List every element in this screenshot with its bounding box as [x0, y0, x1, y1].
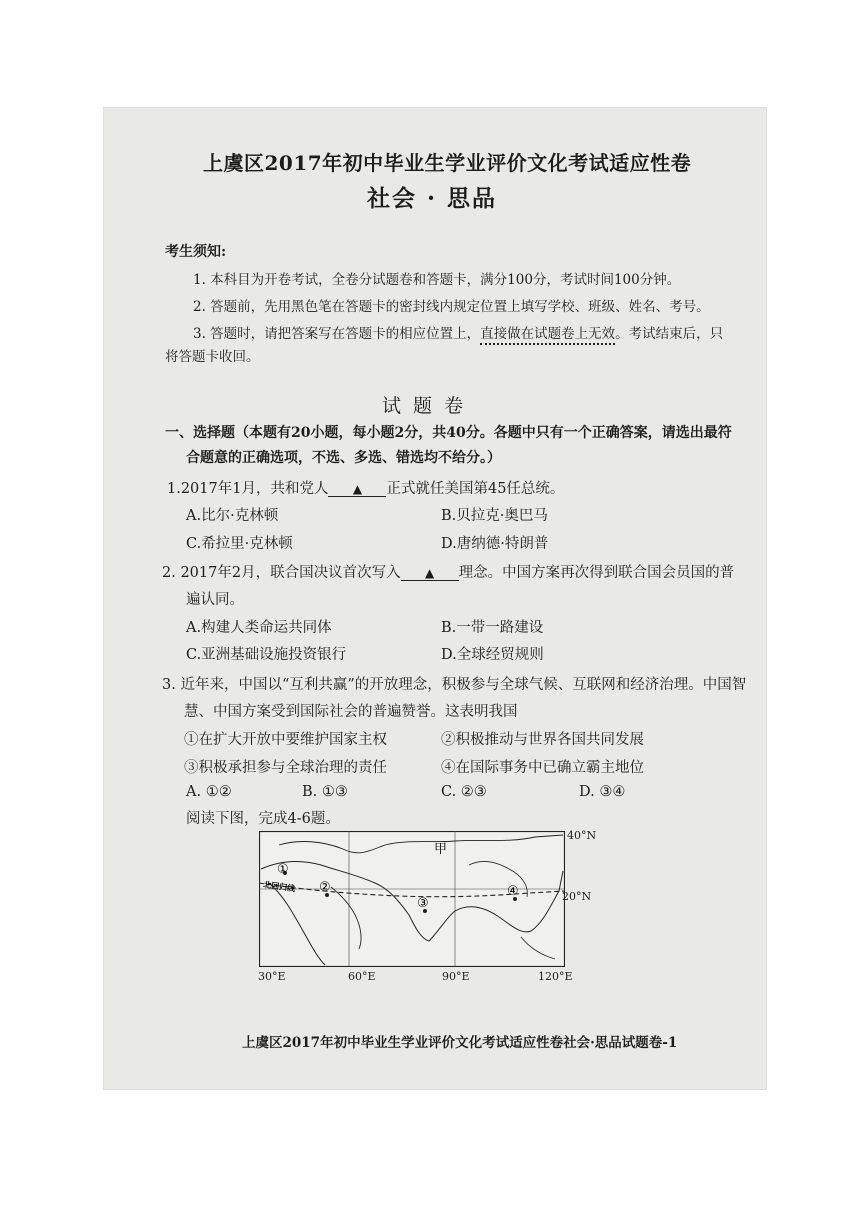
section1-line2: 合题意的正确选项，不选、多选、错选均不给分。） [186, 450, 501, 466]
q1-option-d: D.唐纳德·特朗普 [441, 536, 549, 552]
lon-label-30e: 30°E [258, 970, 286, 983]
q3-option-d: D. ③④ [579, 784, 626, 800]
q3-option-c: C. ②③ [441, 784, 487, 800]
notes-heading: 考生须知: [165, 244, 227, 260]
q3-statement-4: ④在国际事务中已确立霸主地位 [441, 760, 644, 776]
q2-option-a: A.构建人类命运共同体 [186, 620, 332, 636]
q1-option-a: A.比尔·克林顿 [186, 508, 279, 524]
question-2 [162, 561, 734, 582]
question-1 [167, 477, 564, 498]
q3-option-a: A. ①② [186, 784, 232, 800]
q3-statement-3: ③积极承担参与全球治理的责任 [184, 760, 387, 776]
q3-statement-2: ②积极推动与世界各国共同发展 [441, 732, 644, 748]
q3-statement-1: ①在扩大开放中要维护国家主权 [184, 732, 387, 748]
point-1-label: ① [277, 862, 289, 877]
note-3 [193, 322, 723, 342]
point-4-label: ④ [507, 884, 519, 899]
answer-blank: ▲ [328, 482, 386, 497]
question-3: 3. 近年来，中国以“互利共赢”的开放理念，积极参与全球气候、互联网和经济治理。中国智 [162, 677, 747, 693]
note-3-emphasis: 直接做在试题卷上无效 [480, 326, 615, 345]
q2-option-d: D.全球经贸规则 [441, 647, 544, 663]
point-jia-label: 甲 [434, 842, 448, 857]
q1-option-b: B.贝拉克·奥巴马 [441, 508, 548, 524]
note-1: 1. 本科目为开卷考试，全卷分试题卷和答题卡，满分100分，考试时间100分钟。 [193, 272, 681, 288]
q2-option-b: B.一带一路建设 [441, 620, 544, 636]
section1-line1: 一、选择题（本题有20小题，每小题2分，共40分。各题中只有一个正确答案，请选出最符 [165, 425, 732, 441]
page-footer: 上虞区2017年初中毕业生学业评价文化考试适应性卷社会·思品试题卷-1 [242, 1035, 678, 1051]
tropic-label: 北回归线 [262, 880, 296, 894]
point-3-label: ③ [417, 896, 429, 911]
section-title: 试 题 卷 [382, 395, 467, 417]
exam-subject: 社会 · 思品 [367, 185, 498, 212]
q3-option-b: B. ①③ [302, 784, 348, 800]
q2-option-c: C.亚洲基础设施投资银行 [186, 647, 347, 663]
asia-map [259, 831, 565, 967]
lat-label-20n: 20°N [562, 890, 592, 903]
exam-title: 上虞区2017年初中毕业生学业评价文化考试适应性卷 [203, 151, 692, 175]
q3-stem-line2: 慧、中国方案受到国际社会的普遍赞誉。这表明我国 [184, 704, 518, 720]
q1-option-c: C.希拉里·克林顿 [186, 536, 293, 552]
q1-stem-post: 正式就任美国第45任总统。 [386, 481, 565, 497]
q1-stem-pre: 1.2017年1月，共和党人 [167, 481, 329, 497]
note-3-text-a: 3. 答题时，请把答案写在答题卡的相应位置上， [193, 326, 481, 342]
q2-stem-pre: 2. 2017年2月，联合国决议首次写入 [162, 565, 401, 581]
lon-label-60e: 60°E [348, 970, 376, 983]
note-3-text-b: 。考试结束后，只 [615, 326, 724, 342]
q2-stem-line2: 遍认同。 [186, 592, 244, 608]
point-2-label: ② [319, 880, 331, 895]
answer-blank: ▲ [401, 566, 459, 581]
note-3-cont: 将答题卡收回。 [165, 349, 260, 365]
note-2: 2. 答题前，先用黑色笔在答题卡的密封线内规定位置上填写学校、班级、姓名、考号。 [193, 299, 710, 315]
lon-label-90e: 90°E [442, 970, 470, 983]
map-frame [260, 832, 565, 967]
read-instruction: 阅读下图，完成4-6题。 [186, 811, 340, 827]
lon-label-120e: 120°E [538, 970, 573, 983]
lat-label-40n: 40°N [567, 829, 597, 842]
q2-stem-post: 理念。中国方案再次得到联合国会员国的普 [458, 565, 735, 581]
